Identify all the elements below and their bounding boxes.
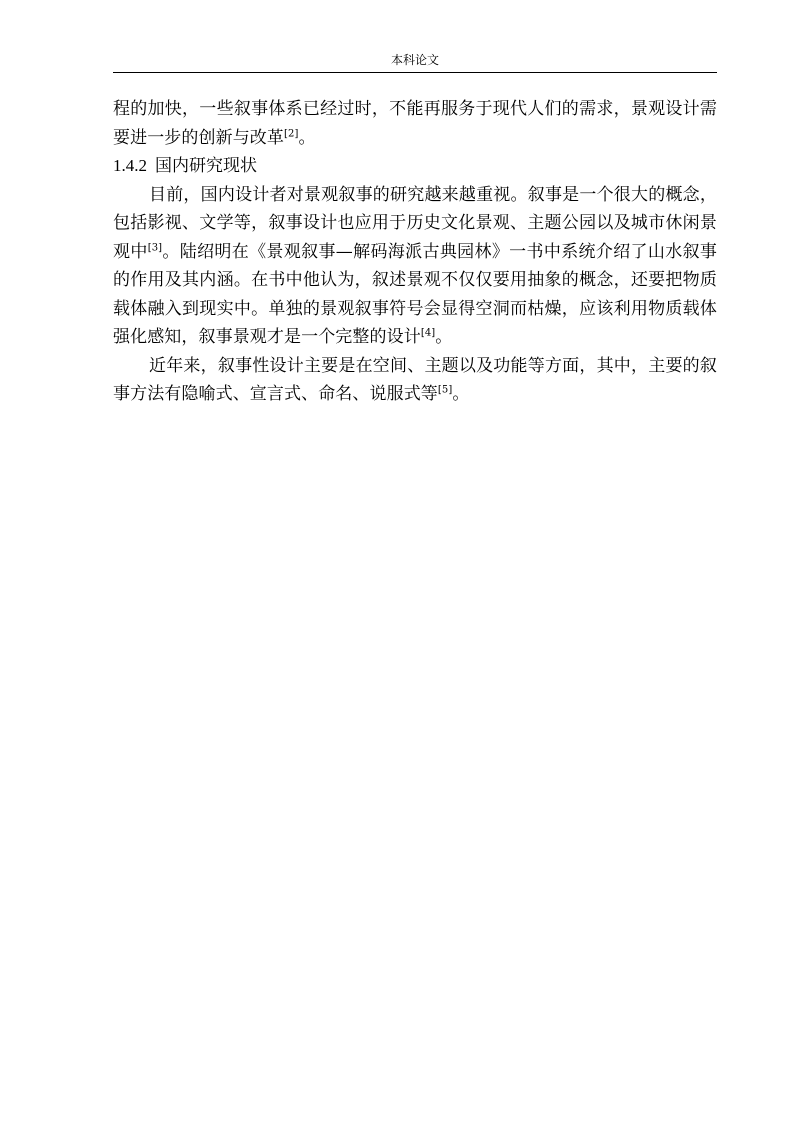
section-title: 国内研究现状 (155, 156, 257, 176)
header-title: 本科论文 (390, 53, 439, 67)
citation-ref: [4] (420, 327, 436, 339)
paragraph-text: 。 (298, 127, 316, 148)
section-heading (113, 152, 717, 181)
paragraph-narrative-methods (113, 352, 717, 409)
paragraph-text: 。 (435, 327, 453, 347)
paragraph-text: 。陆绍明在《景观叙事—解码海派古典园林》一书中系统介绍了山水叙事的作用及其内涵。在书中他认为，叙述景观不仅仅要用抽象的概念，还要把物质载体融入到现实中。单独的景观叙事符号会显得空洞而枯燥，应该利用物质载体强化感知，叙事景观才是一个完整的设计 (113, 241, 718, 347)
citation-ref: [5] (437, 384, 453, 396)
citation-ref: [3] (147, 241, 163, 253)
paragraph-text: 。 (452, 384, 470, 404)
paragraph-text: 目前，国内设计者对景观叙事的研究越来越重视。叙事是一个很大的概念，包括影视、文学等，叙事设计也应用于历史文化景观、主题公园以及城市休闲景观中 (113, 184, 717, 262)
section-number: 1.4.2 (113, 156, 147, 175)
document-body (113, 95, 717, 409)
paragraph-continuation (113, 95, 717, 152)
paragraph-text: 近年来，叙事性设计主要是在空间、主题以及功能等方面，其中，主要的叙事方法有隐喻式、宣言式、命名、说服式等 (113, 355, 717, 404)
citation-ref: [2] (284, 127, 299, 139)
paragraph-text: 程的加快，一些叙事体系已经过时，不能再服务于现代人们的需求，景观设计需要进一步的创新与改革 (113, 99, 717, 148)
paragraph-domestic-research (113, 181, 717, 352)
page-header (113, 50, 717, 73)
